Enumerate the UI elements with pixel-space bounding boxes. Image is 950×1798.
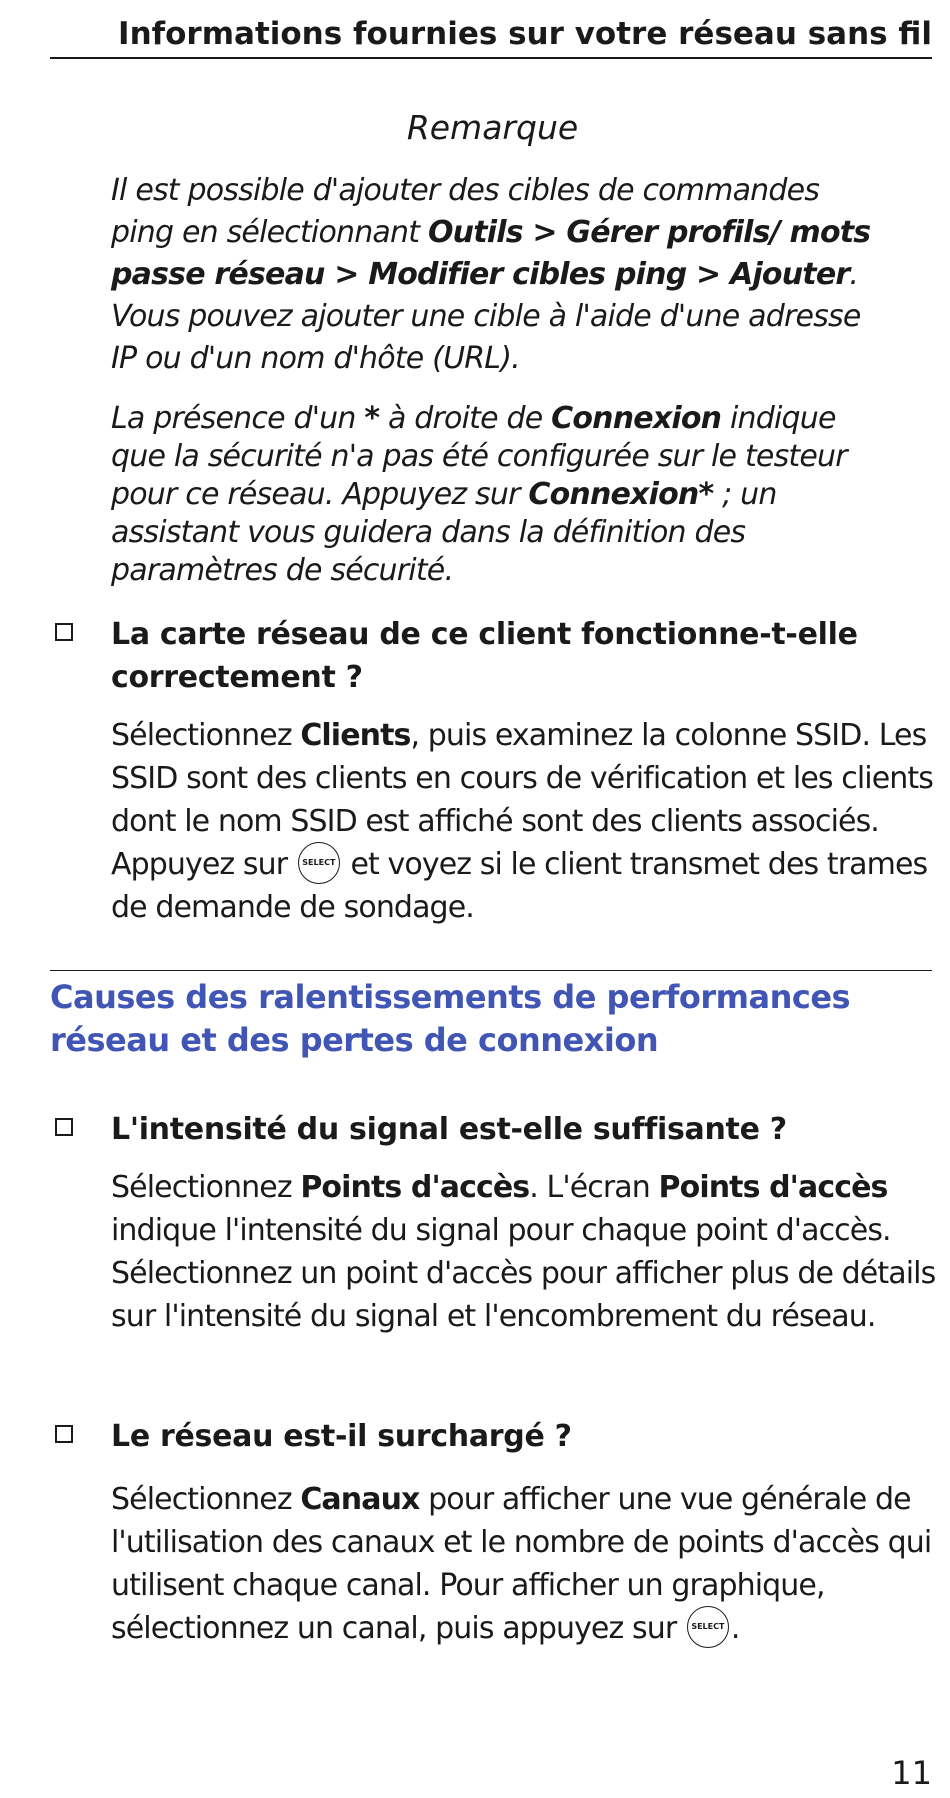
- answer-signal-strength: Sélectionnez Points d'accès. L'écran Points d'accès indique l'intensité du signal pour chaque point d'accès. Sélectionnez un point d'accès pour afficher plus de détails sur l'intensité du signal et l'encombrement du réseau.: [111, 1170, 936, 1334]
- note-paragraph-security: La présence d'un * à droite de Connexion indique que la sécurité n'a pas été configurée sur le testeur pour ce réseau. Appuyez sur Connexion* ; un assistant vous guidera dans la définition des paramètres de sécurité.: [111, 401, 847, 588]
- page-number: 11: [891, 1754, 932, 1792]
- answer-client-card: Sélectionnez Clients, puis examinez la colonne SSID. Les SSID sont des clients en cours de vérification et les clients dont le nom SSID est affiché sont des clients associés. Appuyez sur SELECT et voyez si le client transmet des trames de demande de sondage.: [111, 718, 933, 925]
- page-header: Informations fournies sur votre réseau sans fil: [50, 14, 932, 59]
- section-divider: [50, 970, 932, 971]
- section-title: Causes des ralentissements de performances réseau et des pertes de connexion: [50, 978, 851, 1059]
- checkbox-icon: [55, 1118, 73, 1136]
- question-network-overload: Le réseau est-il surchargé ?: [111, 1419, 572, 1454]
- checkbox-icon: [55, 1425, 73, 1443]
- select-button-icon: SELECT: [687, 1606, 729, 1648]
- checkbox-icon: [55, 623, 73, 641]
- answer-network-overload: Sélectionnez Canaux pour afficher une vue générale de l'utilisation des canaux et le nombre de points d'accès qui utilisent chaque canal. Pour afficher un graphique, sélectionnez un canal, puis appuyez sur SELECT .: [111, 1482, 932, 1646]
- select-button-icon: SELECT: [298, 842, 340, 884]
- note-title: Remarque: [406, 108, 579, 147]
- question-signal-strength: L'intensité du signal est-elle suffisante ?: [111, 1112, 787, 1147]
- question-client-card: La carte réseau de ce client fonctionne-t-elle correctement ?: [111, 617, 858, 695]
- note-paragraph-ping: Il est possible d'ajouter des cibles de commandes ping en sélectionnant Outils > Gérer profils/ mots passe réseau > Modifier cibles ping > Ajouter. Vous pouvez ajouter une cible à l'aide d'une adresse IP ou d'un nom d'hôte (URL).: [111, 173, 871, 376]
